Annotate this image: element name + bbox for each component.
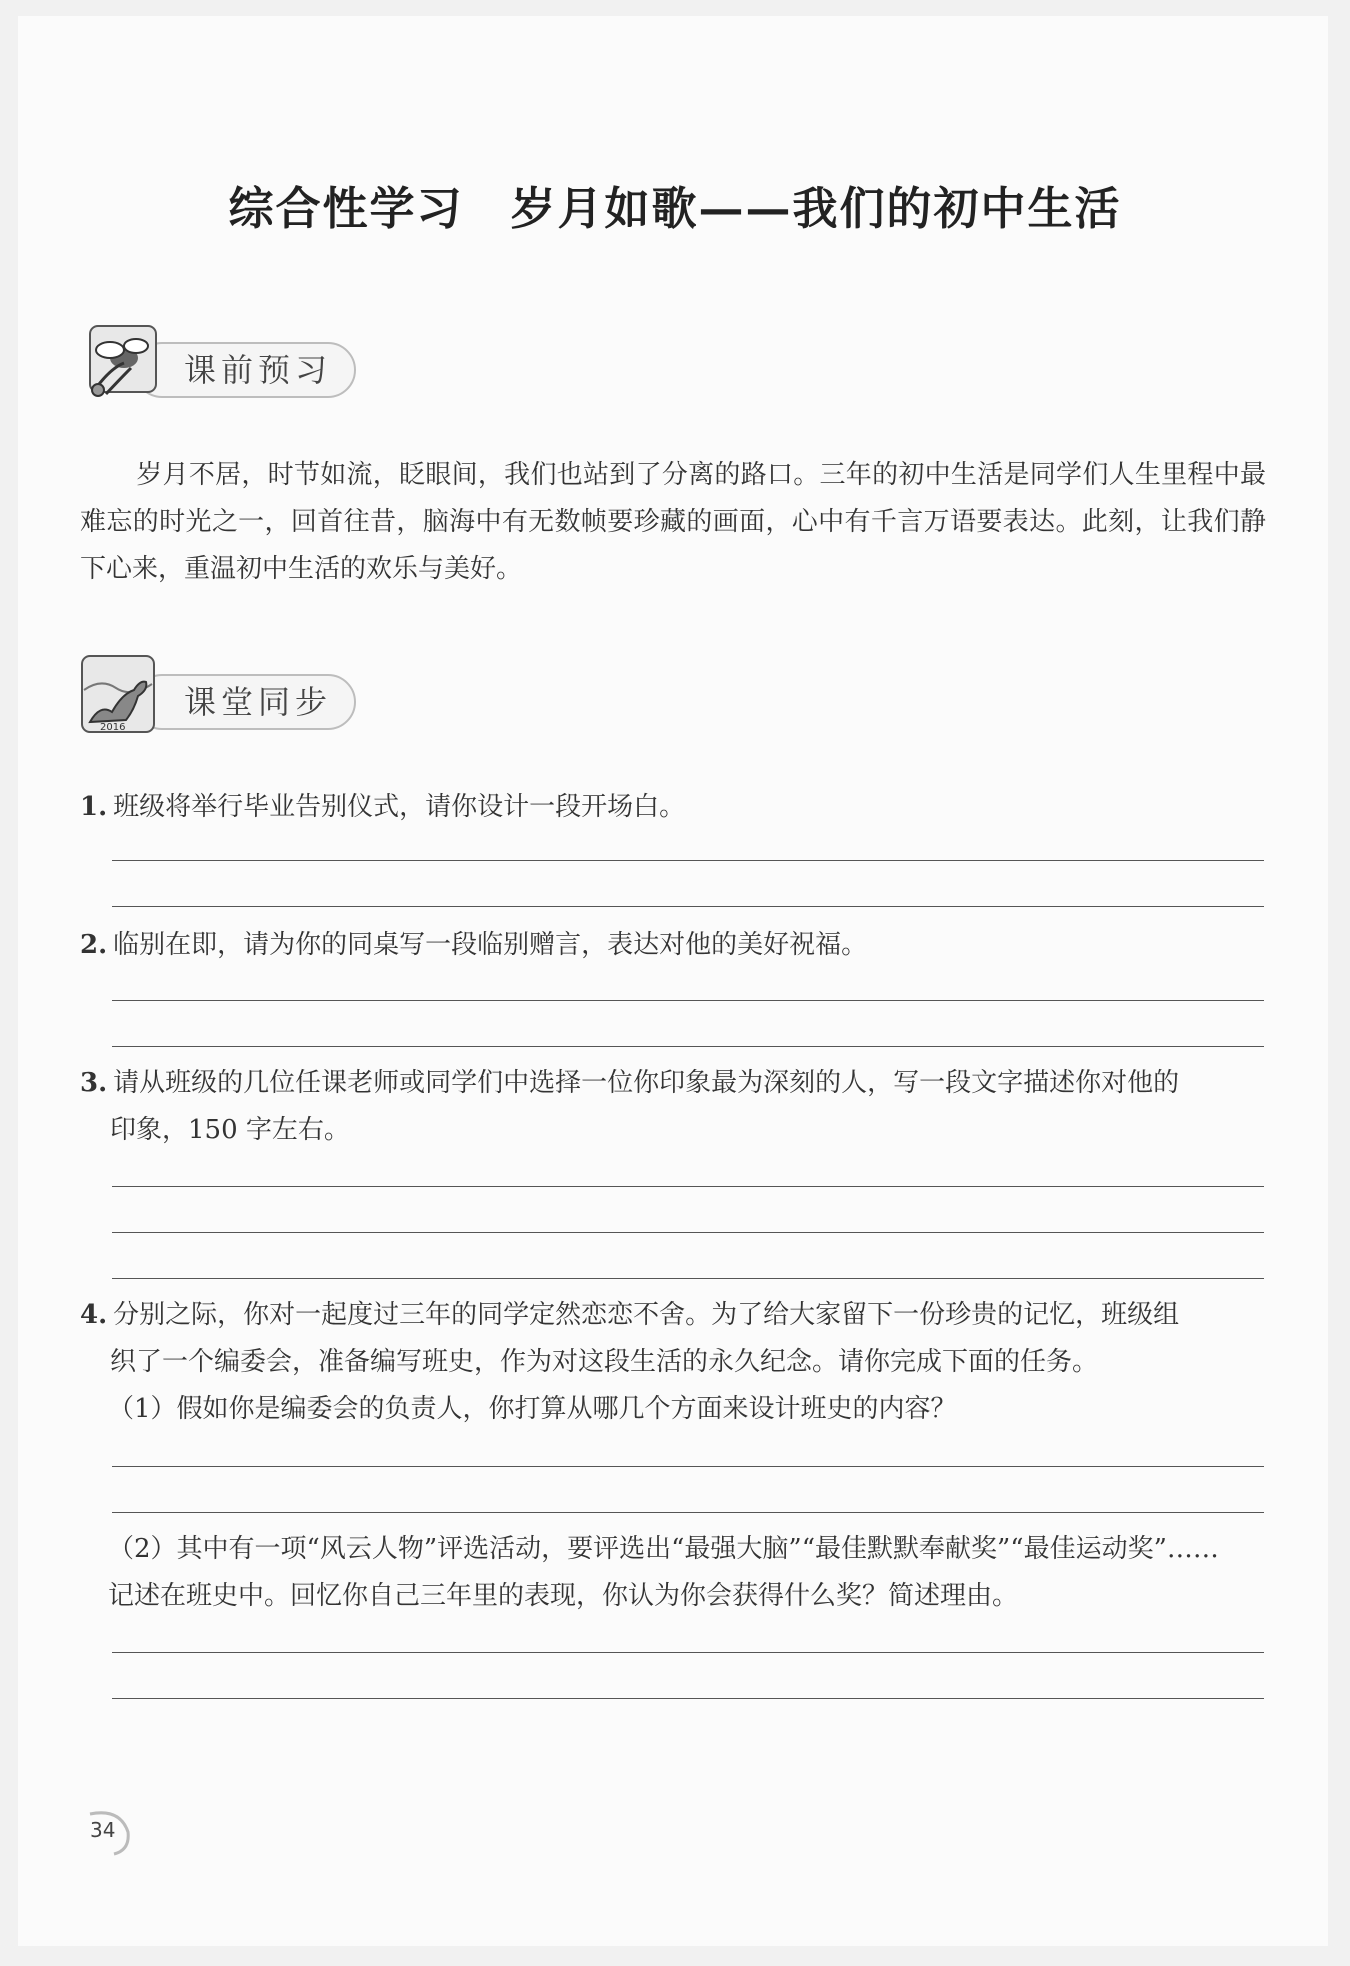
answer-line[interactable]	[112, 1232, 1264, 1233]
question-2	[80, 922, 1266, 969]
answer-line[interactable]	[112, 1278, 1264, 1279]
answer-line[interactable]	[112, 1046, 1264, 1047]
question-text: 班级将举行毕业告别仪式，请你设计一段开场白。	[113, 792, 686, 822]
answer-line[interactable]	[112, 1186, 1264, 1187]
question-4	[80, 1292, 1266, 1386]
question-text-continued: 织了一个编委会，准备编写班史，作为对这段生活的永久纪念。请你完成下面的任务。	[110, 1347, 1099, 1377]
question-text: 请从班级的几位任课老师或同学们中选择一位你印象最为深刻的人，写一段文字描述你对他的	[113, 1068, 1180, 1098]
question-number: 1.	[80, 792, 108, 822]
answer-line[interactable]	[112, 1652, 1264, 1653]
question-1	[80, 784, 1266, 831]
question-text: 临别在即，请为你的同桌写一段临别赠言，表达对他的美好祝福。	[113, 930, 868, 960]
answer-line[interactable]	[112, 1512, 1264, 1513]
section-label-preview: 课前预习	[134, 342, 356, 398]
dinosaur-icon	[76, 650, 166, 740]
page-number	[80, 1806, 136, 1858]
page-title: 综合性学习 岁月如歌——我们的初中生活	[228, 182, 1122, 235]
icon-caption: 2016	[100, 722, 126, 733]
section-label-classroom: 课堂同步	[134, 674, 356, 730]
answer-line[interactable]	[112, 860, 1264, 861]
page-number-text: 34	[90, 1818, 116, 1842]
question-number: 4.	[80, 1300, 108, 1330]
sub-question-1: （1）假如你是编委会的负责人，你打算从哪几个方面来设计班史的内容？	[108, 1394, 957, 1424]
preview-paragraph	[80, 452, 1266, 593]
answer-line[interactable]	[112, 906, 1264, 907]
sub-question-text: （2）其中有一项“风云人物”评选活动，要评选出“最强大脑”“最佳默默奉献奖”“最佳运动奖”……	[108, 1534, 1219, 1564]
answer-line[interactable]	[112, 1466, 1264, 1467]
question-text: 分别之际，你对一起度过三年的同学定然恋恋不舍。为了给大家留下一份珍贵的记忆，班级组	[113, 1300, 1180, 1330]
question-number: 2.	[80, 930, 108, 960]
question-number: 3.	[80, 1068, 108, 1098]
question-3	[80, 1060, 1266, 1154]
sub-question-text-continued: 记述在班史中。回忆你自己三年里的表现，你认为你会获得什么奖？简述理由。	[108, 1581, 1019, 1611]
answer-line[interactable]	[112, 1698, 1264, 1699]
bee-icon	[76, 318, 166, 408]
worksheet-page	[18, 16, 1328, 1946]
preview-text: 岁月不居，时节如流，眨眼间，我们也站到了分离的路口。三年的初中生活是同学们人生里程中最难忘的时光之一，回首往昔，脑海中有无数帧要珍藏的画面，心中有千言万语要表达。此刻，让我们静下心来，重温初中生活的欢乐与美好。	[80, 460, 1266, 584]
question-text-continued: 印象，150 字左右。	[110, 1115, 350, 1145]
sub-question-2	[108, 1526, 1266, 1620]
answer-line[interactable]	[112, 1000, 1264, 1001]
